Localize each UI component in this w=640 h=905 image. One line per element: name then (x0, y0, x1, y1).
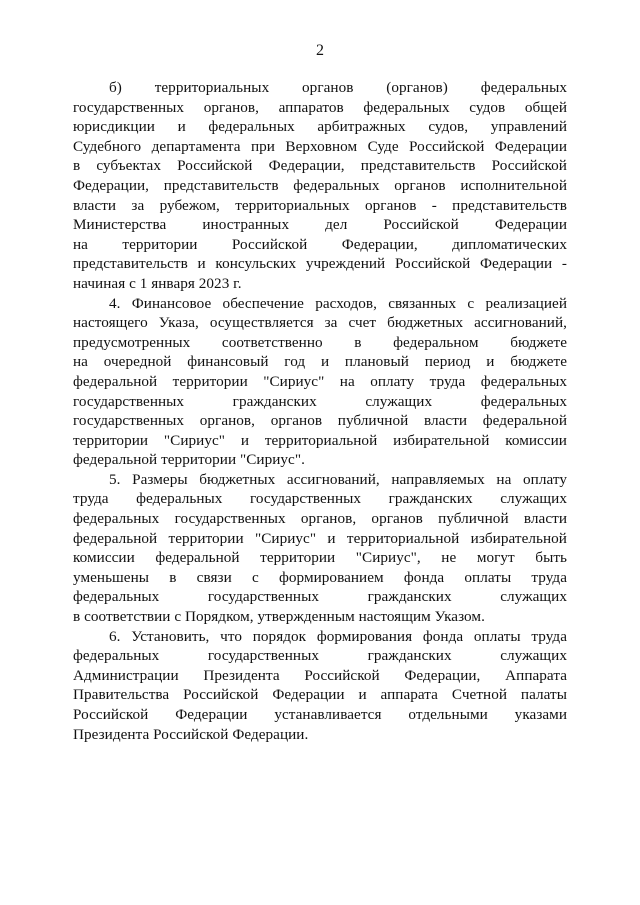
text-line: на очередной финансовый год и плановый период и бюджете (73, 353, 567, 371)
text-line: Федерации, представительств федеральных органов исполнительной (73, 176, 567, 194)
text-line: федеральной территории "Сириус" на оплату труда федеральных (73, 372, 567, 390)
text-line: комиссии федеральной территории "Сириус", не могут быть (73, 549, 567, 567)
document-body (73, 78, 567, 744)
text-line: Президента Российской Федерации. (73, 725, 309, 743)
text-line: власти за рубежом, территориальных органов - представительств (73, 196, 567, 214)
text-line: федеральных государственных гражданских служащих (73, 647, 567, 665)
paragraph (73, 627, 567, 745)
text-line: уменьшены в связи с формированием фонда оплаты труда (73, 568, 567, 586)
text-line: государственных органов, аппаратов федеральных судов общей (73, 98, 567, 116)
text-line: юрисдикции и федеральных арбитражных судов, управлений (73, 118, 567, 136)
text-line: территории "Сириус" и территориальной избирательной комиссии (73, 431, 567, 449)
text-line: б) территориальных органов (органов) федеральных (109, 79, 567, 96)
text-line: федеральной территории "Сириус" и территориальной избирательной (73, 529, 567, 547)
text-line: Судебного департамента при Верховном Суде Российской Федерации (73, 137, 567, 155)
paragraph (73, 470, 567, 627)
text-line: начиная с 1 января 2023 г. (73, 274, 242, 292)
text-line: 6. Установить, что порядок формирования фонда оплаты труда (109, 627, 567, 645)
text-line: государственных гражданских служащих федеральных (73, 392, 567, 410)
text-line: 5. Размеры бюджетных ассигнований, направляемых на оплату (109, 470, 567, 488)
text-line: Правительства Российской Федерации и аппарата Счетной палаты (73, 686, 567, 704)
text-line: в субъектах Российской Федерации, представительств Российской (73, 157, 567, 175)
text-line: федеральной территории "Сириус". (73, 451, 305, 469)
text-line: настоящего Указа, осуществляется за счет бюджетных ассигнований, (73, 314, 567, 332)
text-line: Российской Федерации устанавливается отдельными указами (73, 706, 567, 723)
text-line: предусмотренных соответственно в федеральном бюджете (73, 333, 567, 351)
page-number: 2 (316, 42, 324, 59)
text-line: Министерства иностранных дел Российской Федерации (73, 216, 567, 234)
text-line: труда федеральных государственных гражданских служащих (73, 490, 567, 508)
text-line: на территории Российской Федерации, дипломатических (73, 235, 567, 253)
text-line: в соответствии с Порядком, утвержденным настоящим Указом. (73, 608, 485, 626)
text-line: 4. Финансовое обеспечение расходов, связанных с реализацией (109, 294, 567, 312)
text-line: федеральных государственных гражданских служащих (73, 588, 567, 606)
text-line: представительств и консульских учреждений Российской Федерации - (73, 255, 567, 273)
text-line: Администрации Президента Российской Федерации, Аппарата (73, 666, 567, 684)
paragraph (73, 78, 567, 294)
text-line: государственных органов, органов публичной власти федеральной (73, 412, 567, 430)
text-line: федеральных государственных органов, органов публичной власти (73, 510, 567, 528)
paragraph (73, 294, 567, 470)
